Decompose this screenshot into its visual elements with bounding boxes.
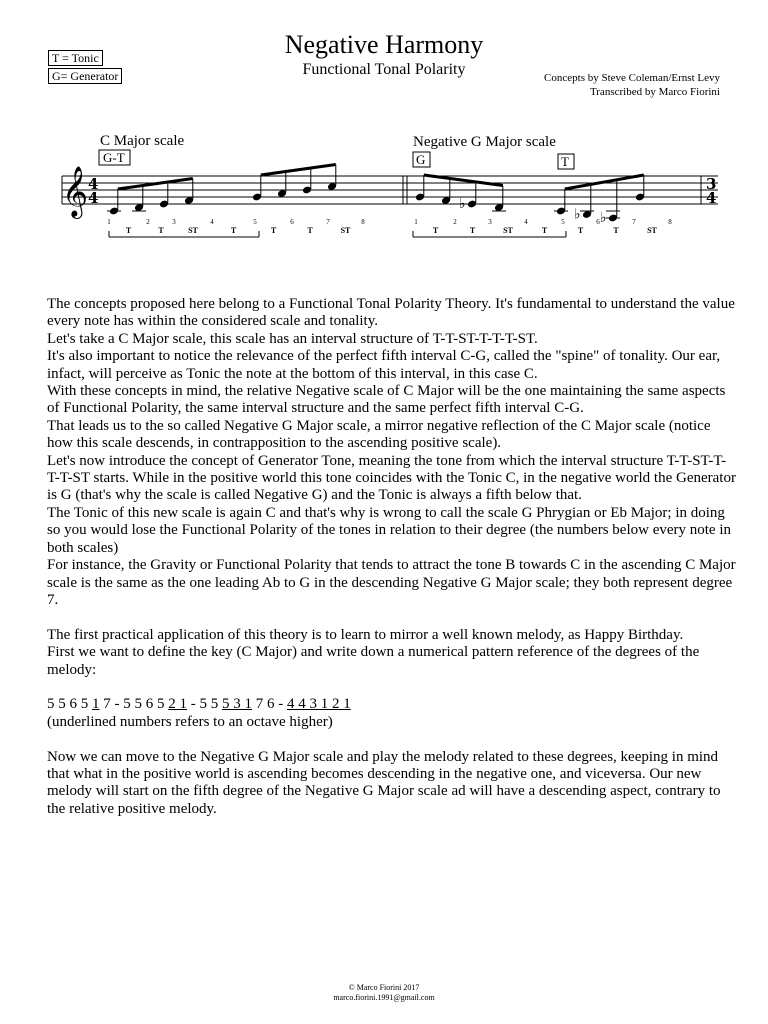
body-text xyxy=(47,296,737,818)
treble-clef-icon: 𝄞 xyxy=(62,166,89,217)
melody-part-octave: 4 4 3 1 2 1 xyxy=(287,696,351,713)
paragraph: Let's now introduce the concept of Generator Tone, meaning the tone from which the interval structure T-T-ST-T-T-T-ST starts. While in the positive world this tone coincides with the Tonic C, in the negative world the Generator is G (that's why the scale is called Negative G) and the Tonic is always a fifth below that. xyxy=(47,452,736,504)
paragraph: The first practical application of this theory is to learn to mirror a well known melody, as Happy Birthday. xyxy=(47,626,684,643)
interval-label: ST xyxy=(340,226,351,235)
interval-label: T xyxy=(432,226,439,235)
interval-label: T xyxy=(230,226,237,235)
degree-number: 6 xyxy=(290,218,294,226)
interval-label: T xyxy=(158,226,164,235)
page-subtitle: Functional Tonal Polarity xyxy=(302,61,466,78)
melody-part: 7 6 - xyxy=(252,696,287,713)
right-scale-label: Negative G Major scale xyxy=(413,134,556,150)
melody-note: (underlined numbers refers to an octave higher) xyxy=(47,713,333,730)
melody-part-octave: 2 1 xyxy=(168,696,187,713)
time-sig-start-top: 4 xyxy=(88,175,99,193)
left-scale-label: C Major scale xyxy=(100,133,185,149)
melody-part-octave: 1 xyxy=(92,696,100,713)
flat-icon: ♭ xyxy=(574,206,581,223)
note-beam xyxy=(261,165,336,176)
paragraph: Now we can move to the Negative G Major scale and play the melody related to these degrees, keeping in mind that what in the positive world is ascending becomes descending in the negative one, and viceversa. Our new melody will start on the fifth degree of the Negative G Major scale ad will have a descending aspect, contrary to the relative positive melody. xyxy=(47,748,721,817)
credit-transcription: Transcribed by Marco Fiorini xyxy=(589,86,720,98)
paragraph: The Tonic of this new scale is again C and that's why is wrong to call the scale G Phrygian or Eb Major; in doing so you would lose the Functional Polarity of the tones in relation to their degree (the numbers below every note in both scales) xyxy=(47,504,732,556)
interval-label: T xyxy=(125,226,132,235)
degree-number: 4 xyxy=(210,218,214,226)
paragraph: It's also important to notice the relevance of the perfect fifth interval C-G, called the "spine" of tonality. Our ear, infact, will perceive as Tonic the note at the bottom of this interval, in this case C. xyxy=(47,348,721,382)
melody-part: 7 - 5 5 6 5 xyxy=(99,696,169,713)
interval-label: T xyxy=(469,226,476,235)
paragraph: First we want to define the key (C Major) and write down a numerical pattern reference of the degrees of the melody: xyxy=(47,644,700,678)
flat-icon: ♭ xyxy=(459,196,466,212)
interval-label: T xyxy=(307,226,313,235)
degree-number: 2 xyxy=(453,218,457,226)
degree-number: 3 xyxy=(488,218,492,226)
paragraph: The concepts proposed here belong to a Functional Tonal Polarity Theory. It's fundamental to understand the value every note has within the considered scale and tonality. xyxy=(47,296,735,330)
time-sig-end-bottom: 4 xyxy=(706,189,717,207)
degree-number: 5 xyxy=(561,218,565,226)
degree-number: 5 xyxy=(253,218,257,226)
page-title: Negative Harmony xyxy=(284,30,484,59)
degree-number: 8 xyxy=(361,218,365,226)
melody-part: 5 5 6 5 xyxy=(47,696,92,713)
degree-number: 6 xyxy=(596,218,600,226)
legend-generator: G= Generator xyxy=(48,68,122,84)
note-beam xyxy=(424,175,503,186)
degree-number: 7 xyxy=(632,218,636,226)
credits xyxy=(544,71,720,99)
left-gt-box-label: G-T xyxy=(103,150,125,165)
paragraph: Let's take a C Major scale, this scale has an interval structure of T-T-ST-T-T-T-ST. xyxy=(47,330,538,347)
interval-label: ST xyxy=(647,226,657,235)
interval-label: ST xyxy=(188,226,198,235)
footer xyxy=(0,983,768,1003)
melody-degrees xyxy=(47,696,737,713)
degree-row xyxy=(107,218,672,237)
melody-part-octave: 5 3 1 xyxy=(222,696,252,713)
footer-copyright: © Marco Fiorini 2017 xyxy=(348,983,420,992)
degree-number: 4 xyxy=(524,218,528,226)
note-beam xyxy=(565,175,644,189)
music-score xyxy=(0,120,768,250)
degree-number: 7 xyxy=(326,218,330,226)
note-beam xyxy=(118,179,193,190)
time-sig-end-top: 3 xyxy=(706,175,717,193)
time-sig-start-bottom: 4 xyxy=(88,189,99,207)
interval-label: T xyxy=(541,226,548,235)
interval-label: T xyxy=(270,226,277,235)
paragraph: With these concepts in mind, the relative Negative scale of C Major will be the one maintaining the same aspects of Functional Polarity, the same interval structure and the same perfect fifth interval C-G. xyxy=(47,383,726,417)
legend-tonic: T = Tonic xyxy=(48,50,103,66)
interval-label: T xyxy=(613,226,619,235)
degree-number: 1 xyxy=(107,218,111,226)
credit-concepts: Concepts by Steve Coleman/Ernst Levy xyxy=(544,72,720,84)
flat-icon: ♭ xyxy=(600,210,607,226)
paragraph: For instance, the Gravity or Functional Polarity that tends to attract the tone B towards C in the ascending C Major scale is the same as the one leading Ab to G in the descending Negative G Major scale; they both represent degree 7. xyxy=(47,557,736,608)
interval-label: T xyxy=(577,226,584,235)
right-g-box-label: G xyxy=(416,152,426,167)
degree-number: 1 xyxy=(414,218,418,226)
degree-number: 3 xyxy=(172,218,176,226)
footer-email: marco.fiorini.1991@gmail.com xyxy=(333,993,435,1002)
paragraph: That leads us to the so called Negative G Major scale, a mirror negative reflection of the C Major scale (notice how this scale descends, in contrapposition to the ascending positive scale). xyxy=(47,417,711,452)
melody-part: - 5 5 xyxy=(187,696,222,713)
notes xyxy=(107,165,645,227)
degree-number: 8 xyxy=(668,218,672,226)
right-t-box-label: T xyxy=(561,154,569,169)
interval-label: ST xyxy=(503,226,513,235)
degree-number: 2 xyxy=(146,218,150,226)
